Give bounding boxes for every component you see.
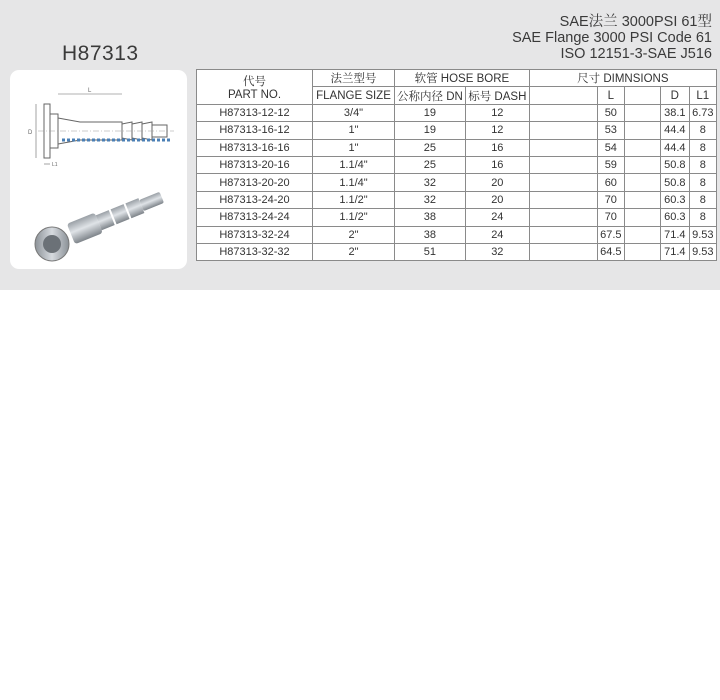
- cell-l1: 8: [689, 191, 716, 208]
- cell-dash: 16: [465, 156, 529, 173]
- table-row: [197, 156, 717, 173]
- cell-empty: [624, 174, 660, 191]
- header-dimensions: 尺寸 DIMNSIONS: [529, 70, 716, 87]
- cell-d: 44.4: [660, 122, 689, 139]
- cell-d: 50.8: [660, 174, 689, 191]
- header-flange-cn: 法兰型号: [313, 70, 395, 87]
- cell-l: 70: [597, 209, 624, 226]
- cell-empty: [624, 122, 660, 139]
- cell-dash: 16: [465, 139, 529, 156]
- cell-l1: 9.53: [689, 243, 716, 260]
- cell-flange: 1.1/4": [313, 156, 395, 173]
- spec-line-3: ISO 12151-3-SAE J516: [560, 46, 712, 62]
- cell-l: 50: [597, 104, 624, 121]
- cell-l: 54: [597, 139, 624, 156]
- cell-d: 60.3: [660, 191, 689, 208]
- cell-flange: 2": [313, 226, 395, 243]
- dimension-label-l: L: [88, 88, 92, 94]
- table-row: [197, 174, 717, 191]
- cell-empty: [529, 243, 597, 260]
- cell-flange: 1.1/4": [313, 174, 395, 191]
- cell-dn: 25: [395, 156, 466, 173]
- cell-dash: 20: [465, 174, 529, 191]
- cell-empty: [529, 209, 597, 226]
- cell-empty: [624, 139, 660, 156]
- header-l1: L1: [689, 87, 716, 104]
- table-row: [197, 226, 717, 243]
- product-photo: [28, 170, 178, 265]
- cell-l: 60: [597, 174, 624, 191]
- cell-empty: [529, 174, 597, 191]
- table-row: [197, 191, 717, 208]
- photo-bore: [43, 235, 61, 253]
- header-row-1: [197, 70, 717, 87]
- cell-d: 44.4: [660, 139, 689, 156]
- cell-dn: 25: [395, 139, 466, 156]
- cell-l1: 8: [689, 122, 716, 139]
- product-image-panel: [10, 70, 187, 269]
- cell-part: H87313-24-20: [197, 191, 313, 208]
- cell-part: H87313-24-24: [197, 209, 313, 226]
- header-dash: 标号 DASH: [465, 87, 529, 104]
- cell-l: 64.5: [597, 243, 624, 260]
- cell-part: H87313-32-24: [197, 226, 313, 243]
- header-d: D: [660, 87, 689, 104]
- cell-d: 38.1: [660, 104, 689, 121]
- cell-l: 70: [597, 191, 624, 208]
- header-part-cn: 代号: [243, 75, 266, 88]
- header-empty: [529, 87, 597, 104]
- table-row: [197, 243, 717, 260]
- cell-dash: 12: [465, 122, 529, 139]
- cell-l1: 6.73: [689, 104, 716, 121]
- cell-d: 50.8: [660, 156, 689, 173]
- model-number: H87313: [62, 42, 139, 65]
- cell-dash: 12: [465, 104, 529, 121]
- cell-empty: [624, 156, 660, 173]
- header-part-en: PART NO.: [227, 88, 282, 101]
- spec-table: [196, 69, 717, 261]
- cell-empty: [624, 209, 660, 226]
- cell-empty: [529, 122, 597, 139]
- table-row: [197, 139, 717, 156]
- spec-line-1: SAE法兰 3000PSI 61型: [559, 14, 712, 30]
- header-dn: 公称内径 DN: [395, 87, 466, 104]
- cell-part: H87313-12-12: [197, 104, 313, 121]
- cell-empty: [529, 226, 597, 243]
- cell-l: 67.5: [597, 226, 624, 243]
- cell-l: 53: [597, 122, 624, 139]
- cell-dash: 24: [465, 226, 529, 243]
- cell-flange: 1": [313, 139, 395, 156]
- cell-empty: [624, 243, 660, 260]
- table-row: [197, 122, 717, 139]
- header-l: L: [597, 87, 624, 104]
- cell-dash: 20: [465, 191, 529, 208]
- dimension-label-d: D: [28, 130, 33, 136]
- cell-l1: 8: [689, 174, 716, 191]
- cell-dn: 32: [395, 174, 466, 191]
- spec-line-2: SAE Flange 3000 PSI Code 61: [512, 30, 712, 46]
- table-row: [197, 104, 717, 121]
- photo-tail: [139, 192, 164, 211]
- cell-flange: 1": [313, 122, 395, 139]
- cell-flange: 1.1/2": [313, 191, 395, 208]
- header-empty: [624, 87, 660, 104]
- header-flange-size: FLANGE SIZE: [313, 87, 395, 104]
- spec-block: [512, 14, 712, 62]
- cell-l1: 8: [689, 156, 716, 173]
- cell-part: H87313-16-12: [197, 122, 313, 139]
- cell-l1: 8: [689, 209, 716, 226]
- cell-flange: 1.1/2": [313, 209, 395, 226]
- cell-empty: [529, 139, 597, 156]
- cell-d: 71.4: [660, 226, 689, 243]
- cell-dn: 19: [395, 122, 466, 139]
- cell-dash: 24: [465, 209, 529, 226]
- cell-part: H87313-16-16: [197, 139, 313, 156]
- cell-dn: 51: [395, 243, 466, 260]
- cell-l1: 8: [689, 139, 716, 156]
- cell-empty: [529, 156, 597, 173]
- cell-dn: 32: [395, 191, 466, 208]
- cell-empty: [529, 104, 597, 121]
- cell-part: H87313-32-32: [197, 243, 313, 260]
- cell-dash: 32: [465, 243, 529, 260]
- table-row: [197, 209, 717, 226]
- cell-dn: 19: [395, 104, 466, 121]
- cell-d: 60.3: [660, 209, 689, 226]
- cell-dn: 38: [395, 226, 466, 243]
- cell-l1: 9.53: [689, 226, 716, 243]
- technical-drawing: [22, 78, 182, 168]
- cell-empty: [624, 104, 660, 121]
- cell-part: H87313-20-20: [197, 174, 313, 191]
- cell-part: H87313-20-16: [197, 156, 313, 173]
- cell-d: 71.4: [660, 243, 689, 260]
- cell-empty: [624, 191, 660, 208]
- cell-flange: 2": [313, 243, 395, 260]
- photo-barb-2: [111, 204, 130, 224]
- cell-dn: 38: [395, 209, 466, 226]
- header-hose-bore: 软管 HOSE BORE: [395, 70, 530, 87]
- cell-empty: [624, 226, 660, 243]
- header-part-no: [197, 70, 313, 105]
- cell-l: 59: [597, 156, 624, 173]
- dimension-label-l1: L1: [52, 162, 58, 168]
- cell-empty: [529, 191, 597, 208]
- cell-flange: 3/4": [313, 104, 395, 121]
